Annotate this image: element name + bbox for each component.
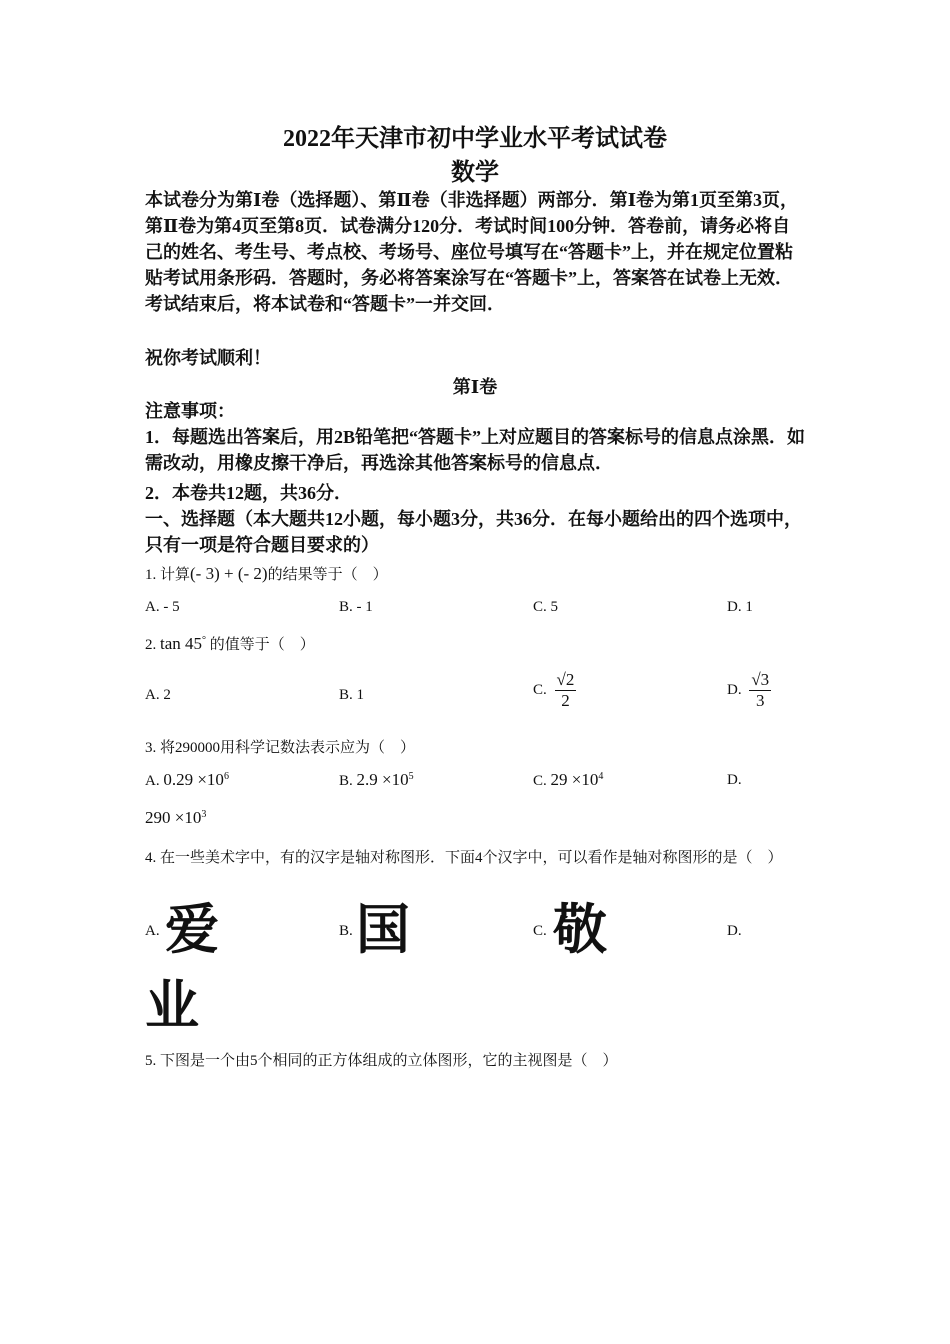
fraction-sqrt2-over-2: $\frac{√2}{2}$ [556, 670, 575, 710]
question-2-post: 的值等于（ ） [209, 637, 315, 653]
q1-option-c: C. 5 [533, 599, 559, 615]
question-1-post: 的结果等于（ ） [267, 567, 388, 583]
notice-2: 2．本卷共12题，共36分． [145, 483, 352, 503]
question-2-pre: 2. [145, 637, 157, 653]
q1-option-a: A. - 5 [145, 599, 180, 615]
q3-option-a: A. $0.29 \times 10^6$ [145, 770, 229, 789]
section-heading: 一、选择题（本大题共12小题，每小题3分，共36分．在每小题给出的四个选项中，只有一项是符合题目要求的） [145, 509, 802, 555]
q2-option-a: A. 2 [145, 687, 171, 703]
question-1-stem [145, 563, 388, 584]
q4-option-a-char: 爱 [165, 898, 219, 961]
q2-option-d: D. $\frac{√3}{3}$ [727, 670, 770, 710]
q1-option-b: B. - 1 [339, 599, 373, 615]
question-1-math: (- 3) + (- 2) [190, 564, 268, 583]
q4-option-b-label: B. [339, 923, 353, 939]
question-2-stem [145, 633, 315, 654]
q4-option-b-char: 国 [356, 898, 410, 961]
volume-heading: 第Ⅰ卷 [452, 377, 498, 397]
subject-title: 数学 [451, 160, 499, 186]
q1-option-d: D. 1 [727, 599, 753, 615]
question-1-pre: 1. 计算 [145, 567, 191, 583]
q3-option-c: C. $29 \times 10^4$ [533, 770, 604, 789]
notice-title: 注意事项： [145, 401, 235, 421]
question-2-math: tan 45 [160, 634, 203, 653]
q3-option-d-label: D. [727, 772, 742, 788]
q4-option-d-char: 业 [145, 974, 199, 1037]
q4-option-c-label: C. [533, 923, 547, 939]
wish-line: 祝你考试顺利！ [145, 348, 271, 368]
degree-symbol: ° [202, 635, 207, 646]
question-4-stem: 4. 在一些美术字中，有的汉字是轴对称图形．下面4个汉字中，可以看作是轴对称图形的是（ ） [145, 850, 783, 866]
q4-option-c-char: 敬 [553, 898, 607, 961]
intro-paragraph: 本试卷分为第Ⅰ卷（选择题）、第Ⅱ卷（非选择题）两部分．第Ⅰ卷为第1页至第3页，第Ⅱ卷为第4页至第8页．试卷满分120分．考试时间100分钟．答卷前，请务必将自己的姓名、考生号、考点校、考场号、座位号填写在“答题卡”上，并在规定位置粘贴考试用条形码．答题时，务必将答案涂写在“答题卡”上，答案答在试卷上无效．考试结束后，将本试卷和“答题卡”一并交回． [145, 190, 799, 314]
exam-title: 2022年天津市初中学业水平考试试卷 [283, 126, 667, 152]
q3-option-b: B. $2.9 \times 10^5$ [339, 770, 414, 789]
q2-option-c: C. $\frac{√2}{2}$ [533, 670, 575, 710]
question-3-stem: 3. 将290000用科学记数法表示应为（ ） [145, 740, 416, 756]
notice-1: 1．每题选出答案后，用2B铅笔把“答题卡”上对应题目的答案标号的信息点涂黑．如需改动，用橡皮擦干净后，再选涂其他答案标号的信息点． [145, 427, 806, 473]
q4-option-a-label: A. [145, 923, 160, 939]
q3-option-d-value: $290 \times 10^3$ [145, 808, 207, 827]
q2-option-b: B. 1 [339, 687, 365, 703]
q4-option-d-label: D. [727, 923, 742, 939]
question-5-stem: 5. 下图是一个由5个相同的正方体组成的立体图形，它的主视图是（ ） [145, 1053, 618, 1069]
fraction-sqrt3-over-3: $\frac{√3}{3}$ [751, 670, 770, 710]
